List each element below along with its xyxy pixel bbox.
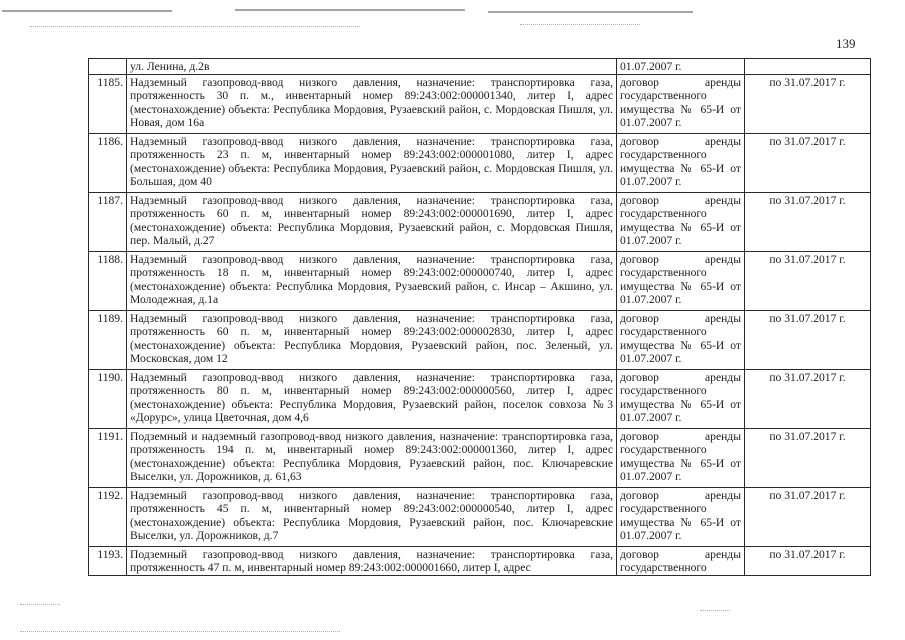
scan-artifact-top-left — [2, 10, 172, 12]
scan-artifact-top-middle — [235, 9, 465, 11]
lease-basis-cell: договор аренды государственного имущества № 65-И от 01.07.2007 г. — [617, 369, 745, 428]
row-number-cell: 1188. — [89, 251, 127, 310]
object-description-cell: Надземный газопровод-ввод низкого давления, назначение: транспортировка газа, протяженность 80 п. м, инвентарный номер 89:243:002:000000560, литер I, адрес (местонахождение) объекта: Республика Мордовия, Рузаевский район, поселок совхоза №3 «Дорурс», улица Цветочная, дом 4,6 — [127, 369, 617, 428]
table-row — [89, 192, 871, 251]
lease-basis-cell: договор аренды государственного имущества № 65-И от 01.07.2007 г. — [617, 251, 745, 310]
scan-artifact-bottom-left — [20, 604, 60, 606]
registry-table-body — [89, 59, 871, 576]
page-number: 139 — [836, 36, 856, 51]
lease-basis-cell: договор аренды государственного имущества № 65-И от 01.07.2007 г. — [617, 428, 745, 487]
scan-artifact-bottom-right — [700, 610, 730, 612]
object-description-cell: Надземный газопровод-ввод низкого давления, назначение: транспортировка газа, протяженность 18 п. м, инвентарный номер 89:243:002:000000740, литер I, адрес (местонахождение) объекта: Республика Мордовия, Рузаевский район, с. Инсар – Акшино, ул. Молодежная, д.1а — [127, 251, 617, 310]
object-description-cell: Подземный и надземный газопровод-ввод низкого давления, назначение: транспортировка газа, протяженность 194 п. м, инвентарный номер 89:243:002:000001360, литер I, адрес (местонахождение) объекта: Республика Мордовия, Рузаевский район, пос. Ключаревские Выселки, ул. Дорожников, д. 61,63 — [127, 428, 617, 487]
lease-term-cell: по 31.07.2017 г. — [745, 487, 871, 546]
row-number-cell: 1191. — [89, 428, 127, 487]
row-number-cell: 1193. — [89, 546, 127, 575]
row-number-cell: 1190. — [89, 369, 127, 428]
row-number-cell: 1186. — [89, 133, 127, 192]
table-row — [89, 369, 871, 428]
table-row — [89, 487, 871, 546]
table-row — [89, 546, 871, 575]
lease-basis-cell: договор аренды государственного имущества № 65-И от 01.07.2007 г. — [617, 310, 745, 369]
lease-term-cell: по 31.07.2017 г. — [745, 369, 871, 428]
lease-term-cell: по 31.07.2017 г. — [745, 74, 871, 133]
scan-artifact-top-dots-right — [520, 24, 640, 26]
lease-basis-cell: договор аренды государственного имущества № 65-И от 01.07.2007 г. — [617, 487, 745, 546]
table-row — [89, 310, 871, 369]
scan-artifact-top-dots — [30, 26, 360, 28]
table-row — [89, 251, 871, 310]
lease-basis-cell: договор аренды государственного имущества № 65-И от 01.07.2007 г. — [617, 192, 745, 251]
lease-term-cell: по 31.07.2017 г. — [745, 133, 871, 192]
row-number-cell: 1189. — [89, 310, 127, 369]
lease-basis-cell: 01.07.2007 г. — [617, 59, 745, 75]
table-row — [89, 133, 871, 192]
lease-basis-cell: договор аренды государственного имущества № 65-И от 01.07.2007 г. — [617, 74, 745, 133]
object-description-cell: Надземный газопровод-ввод низкого давления, назначение: транспортировка газа, протяженность 30 п. м., инвентарный номер 89:243:002:000001340, литер I, адрес (местонахождение) объекта: Республика Мордовия, Рузаевский район, с. Мордовская Пишля, ул. Новая, дом 16а — [127, 74, 617, 133]
scan-artifact-bottom-edge — [20, 631, 340, 633]
object-description-cell: Надземный газопровод-ввод низкого давления, назначение: транспортировка газа, протяженность 45 п. м, инвентарный номер 89:243:002:000000540, литер I, адрес (местонахождение) объекта: Республика Мордовия, Рузаевский район, пос. Ключаревские Выселки, ул. Дорожников, д.7 — [127, 487, 617, 546]
table-row-continued — [89, 59, 871, 75]
table-row — [89, 74, 871, 133]
lease-term-cell: по 31.07.2017 г. — [745, 310, 871, 369]
lease-basis-cell: договор аренды государственного — [617, 546, 745, 575]
row-number-cell: 1187. — [89, 192, 127, 251]
table-row — [89, 428, 871, 487]
object-description-cell: Надземный газопровод-ввод низкого давления, назначение: транспортировка газа, протяженность 23 п. м, инвентарный номер 89:243:002:000001080, литер I, адрес (местонахождение) объекта: Республика Мордовия, Рузаевский район, с. Мордовская Пишля, ул. Большая, дом 40 — [127, 133, 617, 192]
lease-term-cell — [745, 59, 871, 75]
scan-artifact-top-right — [488, 11, 693, 13]
lease-term-cell: по 31.07.2017 г. — [745, 192, 871, 251]
row-number-cell: 1192. — [89, 487, 127, 546]
object-description-cell: Надземный газопровод-ввод низкого давления, назначение: транспортировка газа, протяженность 60 п. м, инвентарный номер 89:243:002:000001690, литер I, адрес (местонахождение) объекта: Республика Мордовия, Рузаевский район, с. Мордовская Пишля, пер. Малый, д.27 — [127, 192, 617, 251]
lease-basis-cell: договор аренды государственного имущества № 65-И от 01.07.2007 г. — [617, 133, 745, 192]
object-description-cell: ул. Ленина, д.2в — [127, 59, 617, 75]
lease-term-cell: по 31.07.2017 г. — [745, 251, 871, 310]
lease-term-cell: по 31.07.2017 г. — [745, 546, 871, 575]
object-description-cell: Надземный газопровод-ввод низкого давления, назначение: транспортировка газа, протяженность 60 п. м, инвентарный номер 89:243:002:000002830, литер I, адрес (местонахождение) объекта: Республика Мордовия, Рузаевский район, пос. Зеленый, ул. Московская, дом 12 — [127, 310, 617, 369]
object-description-cell: Подземный газопровод-ввод низкого давления, назначение: транспортировка газа, протяженность 47 п. м, инвентарный номер 89:243:002:000001660, литер I, адрес — [127, 546, 617, 575]
row-number-cell — [89, 59, 127, 75]
lease-term-cell: по 31.07.2017 г. — [745, 428, 871, 487]
row-number-cell: 1185. — [89, 74, 127, 133]
property-registry-table — [88, 58, 871, 576]
